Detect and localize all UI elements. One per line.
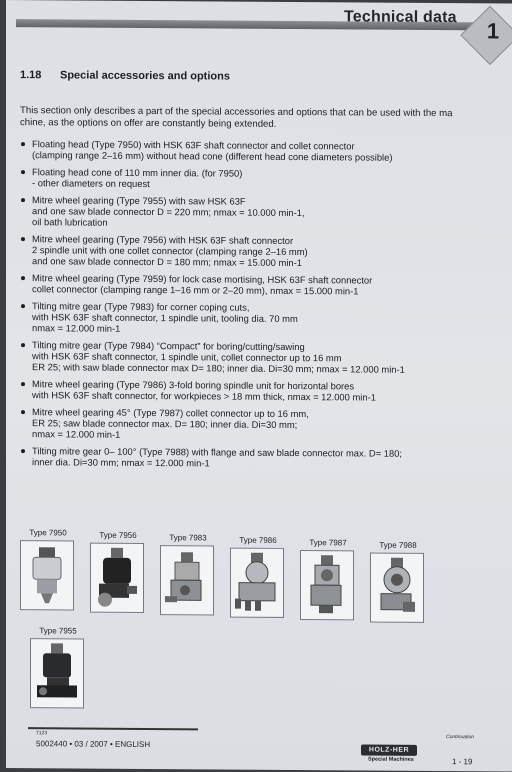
- list-item: [20, 378, 500, 404]
- picture-item: [160, 533, 216, 615]
- picture-item: [30, 626, 86, 708]
- picture-caption: Type 7983: [169, 533, 207, 543]
- item-line: Tilting mitre gear (Type 7984) “Compact” for boring/cutting/sawing: [32, 339, 305, 353]
- list-item: [20, 406, 500, 443]
- item-line: Tilting mitre gear 0– 100° (Type 7988) with flange and saw blade connector max. D= 180;: [32, 445, 403, 459]
- mitre-gear-black-icon: [90, 543, 144, 613]
- list-item: [20, 138, 500, 164]
- bullet-icon: [21, 304, 25, 308]
- section-number: 1.18: [20, 69, 42, 82]
- list-item: [20, 194, 500, 231]
- bullet-icon: [21, 142, 25, 146]
- accessory-pictures: [20, 528, 460, 636]
- picture-caption: Type 7956: [99, 530, 137, 540]
- item-line: inner dia. Di=30 mm; nmax = 12.000 min-1: [32, 456, 210, 469]
- intro-paragraph: [20, 105, 512, 132]
- floating-head-icon: [20, 540, 74, 610]
- bullet-icon: [21, 170, 25, 174]
- item-line: oil bath lubrication: [32, 216, 108, 228]
- item-line: Mitre wheel gearing (Type 7986) 3-fold boring spindle unit for horizontal bores: [32, 378, 355, 392]
- list-item: [20, 233, 500, 270]
- item-line: Floating head (Type 7950) with HSK 63F shaft connector and collet connector: [32, 138, 355, 152]
- bullet-icon: [21, 382, 25, 386]
- list-item: [20, 166, 500, 192]
- boring-unit-icon: [230, 548, 284, 618]
- item-line: Floating head cone of 110 mm inner dia. (for 7950): [32, 166, 243, 179]
- picture-item: [300, 538, 356, 620]
- picture-caption: Type 7987: [309, 538, 347, 548]
- list-item: [20, 339, 500, 376]
- footer-doc-number: 5002440 • 03 / 2007 • ENGLISH: [36, 739, 151, 750]
- footer-rule: [28, 727, 198, 730]
- page-number: 1 - 19: [452, 757, 473, 767]
- chapter-number: 1: [486, 18, 500, 44]
- footer-code: 7123: [36, 730, 48, 737]
- picture-caption: Type 7986: [239, 535, 277, 545]
- item-line: nmax = 12.000 min-1: [32, 322, 121, 335]
- bullet-icon: [21, 198, 25, 202]
- picture-caption: Type 7955: [39, 626, 77, 636]
- list-item: [20, 300, 500, 337]
- manual-page: [6, 0, 512, 772]
- item-line: 2 spindle unit with one collet connector (clamping range 2–16 mm): [32, 244, 308, 258]
- bullet-icon: [21, 237, 25, 241]
- section-heading: [20, 69, 230, 82]
- list-item: [20, 445, 500, 471]
- item-line: Mitre wheel gearing (Type 7955) with saw HSK 63F: [32, 193, 246, 207]
- mitre-gear-saw-icon: [30, 638, 84, 708]
- item-line: - other diameters on request: [32, 177, 150, 190]
- item-line: Mitre wheel gearing 45° (Type 7987) collet connector up to 16 mm,: [32, 406, 309, 420]
- bullet-icon: [21, 410, 25, 414]
- item-line: nmax = 12.000 min-1: [32, 428, 121, 441]
- intro-line: This section only describes a part of the special accessories and options that can be used with the ma: [20, 105, 453, 120]
- picture-caption: Type 7950: [29, 528, 67, 538]
- intro-line: chine, as the options on offer are constantly being extended.: [20, 117, 277, 130]
- picture-item: [20, 528, 76, 610]
- item-line: with HSK 63F shaft connector, for workpieces > 18 mm thick, nmax = 12.000 min-1: [32, 389, 376, 403]
- bullet-icon: [21, 343, 25, 347]
- item-line: collet connector (clamping range 1–16 mm or 2–20 mm), nmax = 15.000 min-1: [32, 283, 359, 297]
- item-line: and one saw blade connector D = 220 mm; nmax = 10.000 min-1,: [32, 205, 305, 219]
- gear-45-icon: [300, 550, 354, 620]
- picture-caption: Type 7988: [379, 540, 417, 550]
- logo-subtitle: Special Machines: [368, 756, 414, 763]
- item-line: Mitre wheel gearing (Type 7959) for lock case mortising, HSK 63F shaft connector: [32, 272, 373, 286]
- picture-item: [90, 531, 146, 613]
- item-line: (clamping range 2–16 mm) without head cone (different head cone diameters possible): [32, 149, 393, 163]
- continuation-label: Continuation: [446, 734, 475, 741]
- item-line: and one saw blade connector D = 180 mm; nmax = 15.000 min-1: [32, 255, 302, 269]
- picture-item: [370, 541, 426, 623]
- header-title: Technical data: [344, 8, 457, 27]
- item-line: with HSK 63F shaft connector, 1 spindle unit, collet connector up to 16 mm: [32, 350, 342, 364]
- tilting-gear-icon: [160, 545, 214, 615]
- item-line: Tilting mitre gear (Type 7983) for corner coping cuts,: [32, 300, 250, 313]
- holzher-logo: HOLZ-HER: [361, 744, 417, 755]
- item-line: Mitre wheel gearing (Type 7956) with HSK 63F shaft connector: [32, 233, 294, 246]
- list-item: [20, 272, 500, 298]
- bullet-icon: [21, 449, 25, 453]
- item-line: ER 25; with saw blade connector max D= 180; inner dia. Di=30 mm; nmax = 12.000 min-1: [32, 361, 405, 376]
- tilting-gear-100-icon: [370, 553, 424, 623]
- picture-item: [230, 536, 286, 618]
- accessory-list: [20, 138, 500, 476]
- section-title: Special accessories and options: [60, 69, 230, 83]
- item-line: ER 25; saw blade connector max. D= 180; inner dia. Di=30 mm;: [32, 417, 298, 431]
- bullet-icon: [21, 276, 25, 280]
- item-line: with HSK 63F shaft connector, 1 spindle unit, tooling dia. 70 mm: [32, 311, 298, 325]
